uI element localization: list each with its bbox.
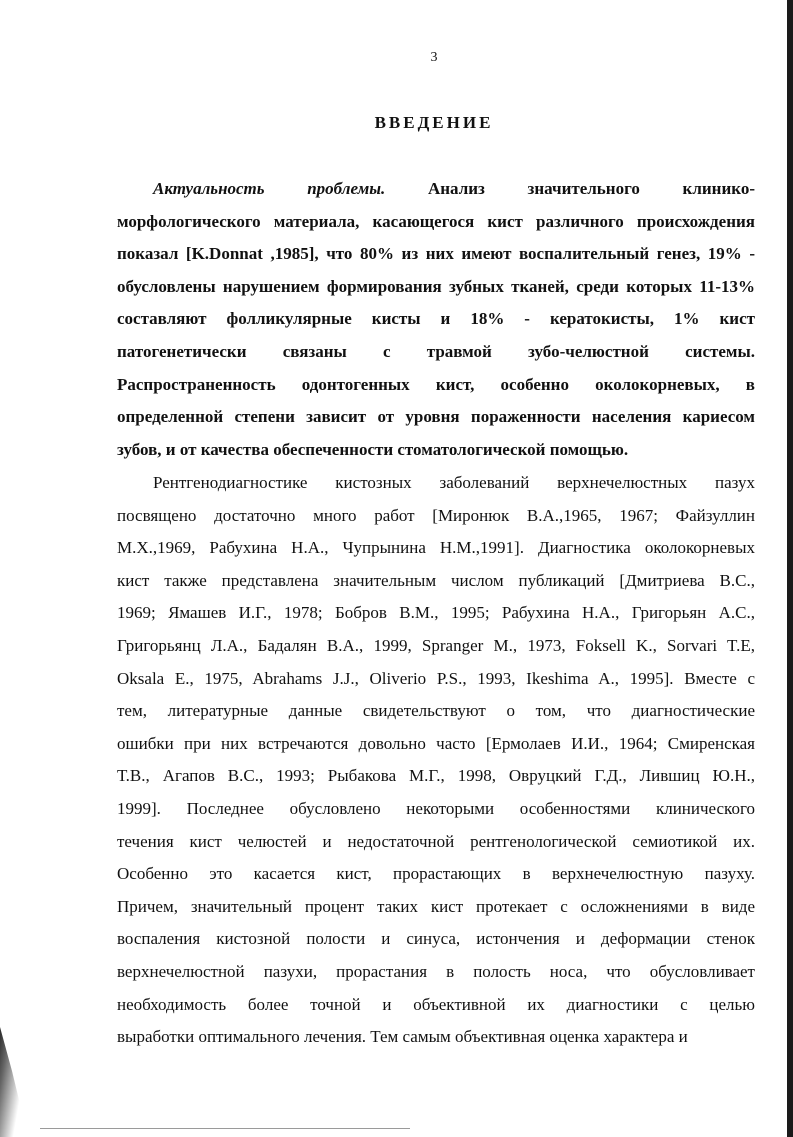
paragraph-line: зубов, и от качества обеспеченности стоматологической помощью. bbox=[117, 439, 629, 459]
paragraph-line: посвящено достаточно много работ [Миронюк В.А.,1965, 1967; Файзуллин bbox=[117, 505, 755, 525]
paragraph-line: ошибки при них встречаются довольно часто [Ермолаев И.И., 1964; Смиренская bbox=[117, 733, 755, 753]
paragraph-relevance bbox=[117, 173, 755, 466]
paragraph-line: показал [K.Donnat ,1985], что 80% из них имеют воспалительный генез, 19% - bbox=[117, 244, 755, 264]
paragraph-line: определенной степени зависит от уровня пораженности населения кариесом bbox=[117, 407, 755, 427]
paragraph-line: Особенно это касается кист, прорастающих в верхнечелюстную пазуху. bbox=[117, 864, 755, 884]
paragraph-line: 1969; Ямашев И.Г., 1978; Бобров В.М., 1995; Рабухина Н.А., Григорьян А.С., bbox=[117, 603, 755, 623]
paragraph-line: необходимость более точной и объективной их диагностики с целью bbox=[117, 994, 755, 1014]
paragraph-line: Актуальность проблемы. Анализ значительного клинико- bbox=[153, 179, 755, 198]
page-number: 3 bbox=[430, 50, 438, 65]
paragraph-line: Причем, значительный процент таких кист протекает с осложнениями в виде bbox=[117, 896, 755, 916]
paragraph-line: воспаления кистозной полости и синуса, истончения и деформации стенок bbox=[117, 929, 755, 949]
page-heading: ВВЕДЕНИЕ bbox=[374, 113, 494, 132]
paragraph-line: патогенетически связаны с травмой зубо-челюстной системы. bbox=[117, 341, 755, 361]
scan-bottom-line bbox=[40, 1128, 410, 1129]
paragraph-line: обусловлены нарушением формирования зубных тканей, среди которых 11-13% bbox=[117, 276, 755, 296]
paragraph-line: Т.В., Агапов В.С., 1993; Рыбакова М.Г., 1998, Овруцкий Г.Д., Лившиц Ю.Н., bbox=[117, 766, 755, 786]
paragraph-line: кист также представлена значительным числом публикаций [Дмитриева В.С., bbox=[117, 570, 755, 590]
scan-corner-shadow bbox=[0, 1027, 40, 1137]
lead-italic-phrase: Актуальность проблемы. bbox=[153, 179, 386, 198]
paragraph-line: составляют фолликулярные кисты и 18% - кератокисты, 1% кист bbox=[117, 309, 755, 329]
paragraph-line: течения кист челюстей и недостаточной рентгенологической семиотикой их. bbox=[117, 831, 755, 851]
paragraph-line: 1999]. Последнее обусловлено некоторыми особенностями клинического bbox=[117, 798, 755, 818]
paragraph-line: морфологического материала, касающегося кист различного происхождения bbox=[117, 211, 755, 231]
paragraph-line: М.Х.,1969, Рабухина Н.А., Чупрынина Н.М.,1991]. Диагностика околокорневых bbox=[117, 538, 755, 558]
paragraph-line: верхнечелюстной пазухи, прорастания в полость носа, что обусловливает bbox=[117, 961, 755, 981]
paragraph-diagnostics bbox=[117, 467, 755, 1054]
scan-dark-edge bbox=[787, 0, 793, 1137]
paragraph-line: выработки оптимального лечения. Тем самым объективная оценка характера и bbox=[117, 1027, 688, 1047]
paragraph-line: Григорьянц Л.А., Бадалян В.А., 1999, Spranger M., 1973, Foksell K., Sorvari T.E, bbox=[117, 635, 755, 655]
paragraph-line: Рентгенодиагностике кистозных заболеваний верхнечелюстных пазух bbox=[153, 473, 755, 492]
paragraph-line: Распространенность одонтогенных кист, особенно околокорневых, в bbox=[117, 374, 755, 394]
paragraph-line: Oksala E., 1975, Abrahams J.J., Oliverio P.S., 1993, Ikeshima A., 1995]. Вместе с bbox=[117, 668, 755, 688]
paragraph-line: тем, литературные данные свидетельствуют о том, что диагностические bbox=[117, 701, 755, 721]
